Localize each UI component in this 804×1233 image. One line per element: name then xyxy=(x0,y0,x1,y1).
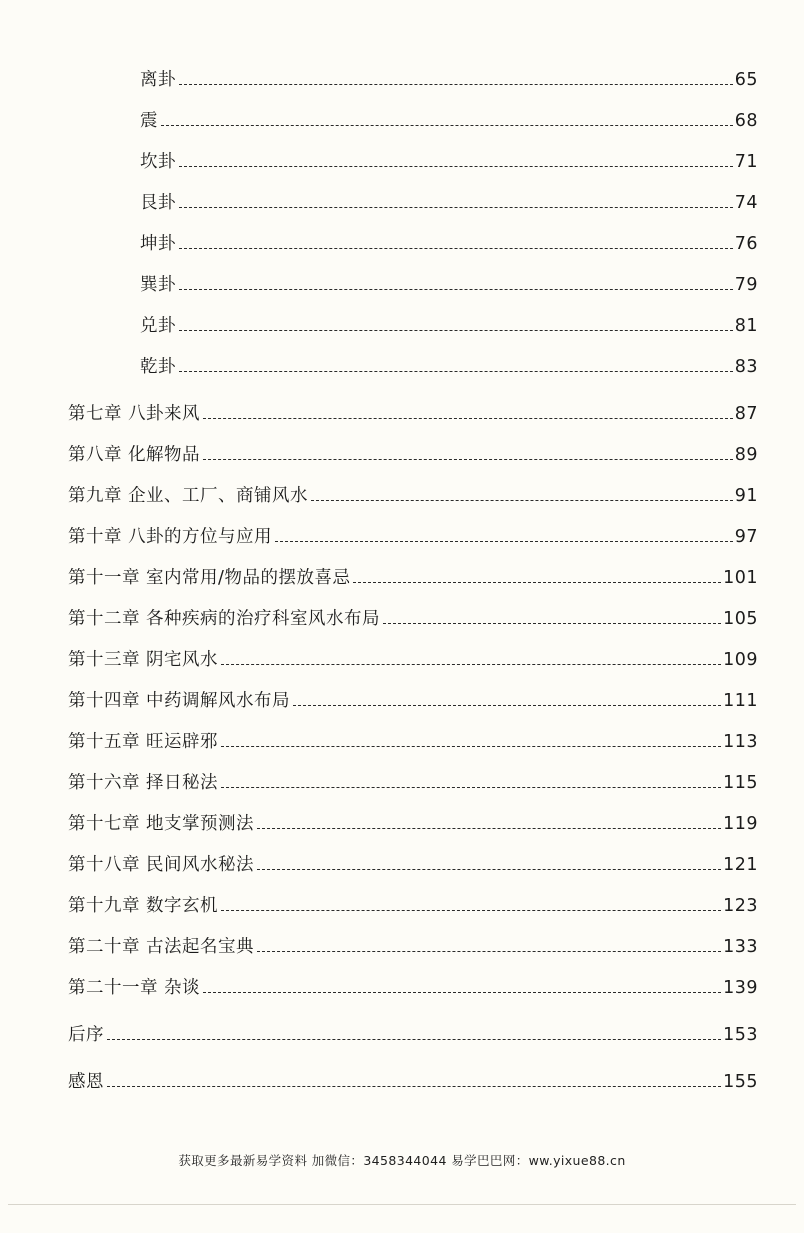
toc-entry-page: 105 xyxy=(723,609,758,629)
page-footer: 获取更多最新易学资料 加微信：3458344044 易学巴巴网：ww.yixue88.cn xyxy=(178,1153,626,1168)
toc-leader xyxy=(203,418,733,419)
toc-leader xyxy=(179,166,733,167)
toc-entry-label: 第十一章 室内常用/物品的摆放喜忌 xyxy=(68,568,351,588)
toc-leader xyxy=(161,125,733,126)
toc-entry-label: 感恩 xyxy=(68,1072,104,1092)
toc-entry-label: 第十二章 各种疾病的治疗科室风水布局 xyxy=(68,609,381,629)
toc-leader xyxy=(107,1039,721,1040)
toc-entry[interactable] xyxy=(68,687,758,728)
toc-entry-label: 第十三章 阴宅风水 xyxy=(68,650,219,670)
toc-entry[interactable] xyxy=(68,107,758,148)
toc-entry-page: 81 xyxy=(734,316,758,336)
toc-entry[interactable] xyxy=(68,353,758,394)
toc-entry-label: 第十四章 中药调解风水布局 xyxy=(68,691,291,711)
toc-entry-page: 121 xyxy=(723,855,758,875)
toc-leader xyxy=(179,330,733,331)
toc-entry[interactable] xyxy=(68,564,758,605)
toc-leader xyxy=(203,992,721,993)
toc-entry[interactable] xyxy=(68,523,758,564)
toc-leader xyxy=(257,828,721,829)
toc-leader xyxy=(275,541,733,542)
toc-entry[interactable] xyxy=(68,400,758,441)
toc-entry-label: 第十五章 旺运辟邪 xyxy=(68,732,219,752)
toc-entry[interactable] xyxy=(68,1068,758,1109)
toc-entry-page: 83 xyxy=(734,357,758,377)
toc-entry-label: 第二十一章 杂谈 xyxy=(68,978,201,998)
toc-entry-page: 71 xyxy=(734,152,758,172)
toc-entry-page: 65 xyxy=(734,70,758,90)
toc-entry[interactable] xyxy=(68,230,758,271)
toc-entry-page: 68 xyxy=(734,111,758,131)
toc-entry-label: 坎卦 xyxy=(140,152,176,172)
toc-entry-label: 乾卦 xyxy=(140,357,176,377)
toc-entry-label: 第十七章 地支掌预测法 xyxy=(68,814,255,834)
toc-entry-page: 109 xyxy=(723,650,758,670)
toc-entry-page: 153 xyxy=(723,1025,758,1045)
toc-entry[interactable] xyxy=(68,66,758,107)
toc-entry-page: 123 xyxy=(723,896,758,916)
toc-entry-label: 巽卦 xyxy=(140,275,176,295)
toc-entry-page: 111 xyxy=(723,691,758,711)
toc-entry[interactable] xyxy=(68,271,758,312)
toc-entry[interactable] xyxy=(68,646,758,687)
toc-entry[interactable] xyxy=(68,892,758,933)
toc-entry-label: 坤卦 xyxy=(140,234,176,254)
toc-entry[interactable] xyxy=(68,189,758,230)
toc-entry-page: 101 xyxy=(723,568,758,588)
toc-leader xyxy=(221,787,721,788)
toc-entry[interactable] xyxy=(68,441,758,482)
toc-leader xyxy=(293,705,721,706)
toc-entry[interactable] xyxy=(68,482,758,523)
toc-entry-label: 后序 xyxy=(68,1025,104,1045)
toc-entry-label: 第十八章 民间风水秘法 xyxy=(68,855,255,875)
toc-entry-label: 艮卦 xyxy=(140,193,176,213)
toc-entry[interactable] xyxy=(68,728,758,769)
toc-leader xyxy=(179,371,733,372)
toc-entry-page: 79 xyxy=(734,275,758,295)
toc-entry[interactable] xyxy=(68,769,758,810)
toc-leader xyxy=(221,746,721,747)
toc-entry[interactable] xyxy=(68,851,758,892)
toc-leader xyxy=(257,869,721,870)
toc-leader xyxy=(383,623,721,624)
toc-entry-label: 第十六章 择日秘法 xyxy=(68,773,219,793)
toc-entry-label: 第八章 化解物品 xyxy=(68,445,201,465)
toc-entry[interactable] xyxy=(68,1021,758,1062)
toc-entry-page: 87 xyxy=(734,404,758,424)
toc-entry-page: 155 xyxy=(723,1072,758,1092)
toc-entry-page: 139 xyxy=(723,978,758,998)
toc-entry-page: 119 xyxy=(723,814,758,834)
toc-leader xyxy=(179,248,733,249)
toc-leader xyxy=(221,910,721,911)
toc-leader xyxy=(203,459,733,460)
toc-entry-label: 第九章 企业、工厂、商铺风水 xyxy=(68,486,309,506)
toc-entry-label: 第十章 八卦的方位与应用 xyxy=(68,527,273,547)
toc-entry-page: 115 xyxy=(723,773,758,793)
toc-leader xyxy=(353,582,721,583)
toc-entry[interactable] xyxy=(68,974,758,1015)
toc-leader xyxy=(311,500,733,501)
table-of-contents xyxy=(68,66,758,1109)
toc-entry-page: 113 xyxy=(723,732,758,752)
toc-entry-label: 兑卦 xyxy=(140,316,176,336)
toc-entry-label: 震 xyxy=(140,111,158,131)
toc-entry[interactable] xyxy=(68,810,758,851)
toc-entry[interactable] xyxy=(68,148,758,189)
toc-entry-page: 89 xyxy=(734,445,758,465)
toc-entry-label: 离卦 xyxy=(140,70,176,90)
toc-leader xyxy=(107,1086,721,1087)
toc-leader xyxy=(221,664,721,665)
toc-entry[interactable] xyxy=(68,933,758,974)
toc-entry-label: 第二十章 古法起名宝典 xyxy=(68,937,255,957)
toc-entry-page: 74 xyxy=(734,193,758,213)
paper-surface xyxy=(8,6,796,1215)
toc-entry-page: 133 xyxy=(723,937,758,957)
toc-entry-page: 97 xyxy=(734,527,758,547)
toc-entry-label: 第七章 八卦来风 xyxy=(68,404,201,424)
bottom-divider xyxy=(8,1204,796,1205)
toc-entry-page: 91 xyxy=(734,486,758,506)
toc-entry[interactable] xyxy=(68,605,758,646)
toc-entry-page: 76 xyxy=(734,234,758,254)
toc-leader xyxy=(257,951,721,952)
toc-entry[interactable] xyxy=(68,312,758,353)
toc-entry-label: 第十九章 数字玄机 xyxy=(68,896,219,916)
toc-leader xyxy=(179,84,733,85)
toc-leader xyxy=(179,289,733,290)
toc-leader xyxy=(179,207,733,208)
